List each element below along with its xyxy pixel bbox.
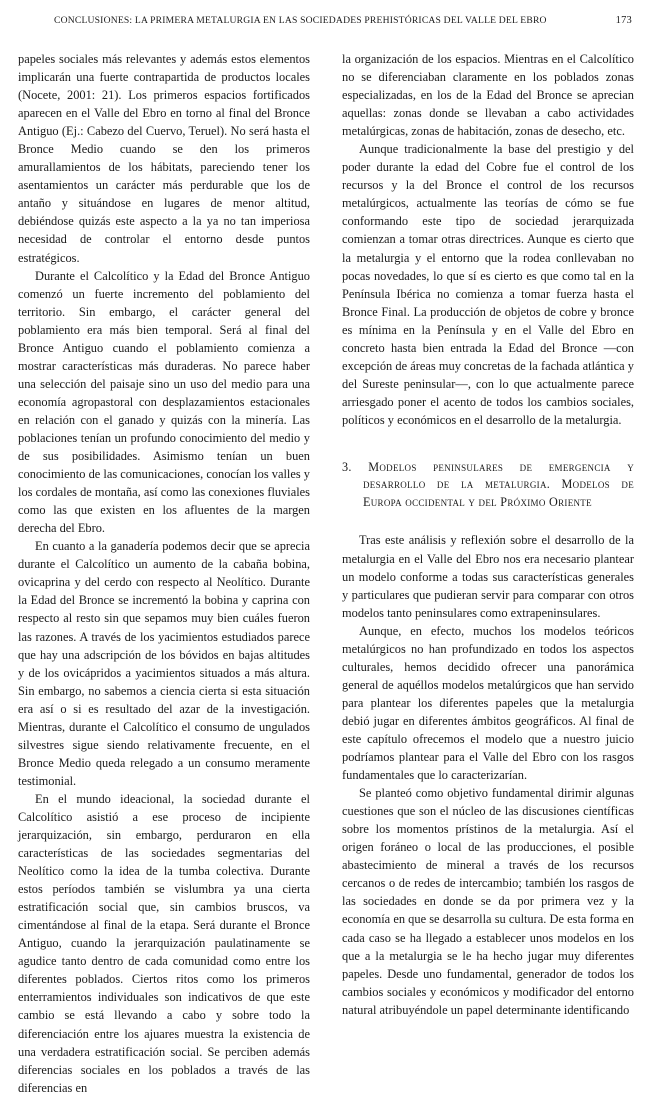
- paragraph: Aunque tradicionalmente la base del prestigio y del poder durante la edad del Cobre fue el control de los recursos y la del Bronce el control de los recursos metalúrgicos, actualmente las teorías de cómo se fue conformando este tipo de sociedad jerarquizada comienzan a tomar otras directrices. Aunque es cierto que la metalurgia y el entorno que la rodea conllevaban no pocas novedades, lo que sí es cierto es que como tal en la Península Ibérica no comienza a tomar fuerza hasta el Bronce Final. La producción de objetos de cobre y bronce es mínima en la Península y en el Valle del Ebro en concreto hasta bien entrada la Edad del Bronce —con excepción de áreas muy concretas de la fachada atlántica y del Sureste peninsular—, con lo que actualmente parece arriesgado poner el acento de todos los cambios sociales, políticos y económicos en el desarrollo de la metalurgia.: [342, 142, 634, 427]
- running-header: [40, 11, 632, 31]
- paragraph: En cuanto a la ganadería podemos decir que se aprecia durante el Calcolítico un aumento de la cabaña bobina, ovicaprina y del cerdo con respecto al Neolítico. Durante la Edad del Bronce se incrementó la bobina y caprina con respecto al resto sin que sepamos muy bien cuáles fueron las razones. A través de los yacimientos estudiados parece que hay una adscripción de los bóvidos en bajas altitudes y de los ovicápridos a yacimientos situados a más altura. Sin embargo, no sabemos a ciencia cierta si esta situación era así o si es resultado del azar de la investigación. Mientras, durante el Calcolítico el consumo de ungulados silvestres sigue siendo relativamente frecuente, en el Bronce Medio queda relegado a un consumo meramente testimonial.: [18, 539, 310, 788]
- paragraph: la organización de los espacios. Mientras en el Calcolítico no se diferenciaban claramente en los poblados zonas especializadas, en los de la Edad del Bronce se aprecian aquellas: zonas donde se llevaban a cabo actividades metalúrgicas, zonas de habitación, zonas de desecho, etc.: [342, 52, 634, 139]
- left-column: [18, 50, 310, 1097]
- page-number: 173: [615, 15, 632, 26]
- right-column: [342, 50, 634, 1019]
- section-heading: 3. Modelos peninsulares de emergencia y desarrollo de la metalurgia. Modelos de Europa occidental y del Próximo Oriente: [342, 459, 634, 509]
- paragraph: Durante el Calcolítico y la Edad del Bronce Antiguo comenzó un fuerte incremento del poblamiento del territorio. Sin embargo, el carácter general del poblamiento era más bien temporal. Será al final del Bronce Antiguo cuando el poblamiento comienza a mostrar características más duraderas. No parece haber una selección del paisaje sino un uso del medio para una economía agropastoral con desplazamientos estacionales en relación con el ganado y quizás con la minería. Las poblaciones tenían un profundo conocimiento del medio y de sus posibilidades. Asimismo tenían un buen conocimiento de las comunicaciones, conocían los valles y los cordales de montaña, así como las conexiones fluviales como las que existen en los afluentes de la margen derecha del Ebro.: [18, 268, 310, 536]
- paragraph: Se planteó como objetivo fundamental dirimir algunas cuestiones que son el núcleo de las discusiones científicas sobre los momentos prístinos de la metalurgia. Así el origen foráneo o local de las producciones, el posible abastecimiento de mineral a través de los recursos cercanos o de redes de intercambio; también los rasgos de las sociedades en donde se da por primera vez y la economía en que se desarrolla su cultura. De esta forma en cada caso se ha llegado a establecer unos modelos en los que a la metalurgia se le ha hecho jugar muy diferentes papeles. Desde uno fundamental, generador de todos los cambios sociales y económicos y modificador del entorno natural atribuyéndole un papel determinante identificando: [342, 786, 634, 1017]
- paragraph: Aunque, en efecto, muchos los modelos teóricos metalúrgicos no han profundizado en todos los aspectos culturales, hemos decidido ofrecer una panorámica general de aquéllos modelos metalúrgicos que han servido para plantear los diferentes papeles que la metalurgia debió jugar en diferentes ámbitos geográficos. Al final de este capítulo ofrecemos el modelo que a nuestro juicio podríamos plantear para el Valle del Ebro con los rasgos fundamentales que lo caracterizarían.: [342, 623, 634, 783]
- paragraph: Tras este análisis y reflexión sobre el desarrollo de la metalurgia en el Valle del Ebro nos era necesario plantear un modelo conforme a todas sus características generales y particulares que pudieran servir para comparar con otros modelos tanto peninsulares como extrapeninsulares.: [342, 533, 634, 620]
- running-title: CONCLUSIONES: LA PRIMERA METALURGIA EN LAS SOCIEDADES PREHISTÓRICAS DEL VALLE DEL EBRO: [54, 15, 547, 26]
- paragraph: papeles sociales más relevantes y además estos elementos implicarán una fuerte contrapartida de productos locales (Nocete, 2001: 21). Los primeros espacios fortificados aparecen en el Valle del Ebro en torno al final del Bronce Antiguo (Ej.: Cabezo del Cuervo, Teruel). No será hasta el Bronce Medio cuando se den los primeros amurallamientos de los hábitats, pareciendo tener los asentamientos un carácter más perdurable que los de antaño y situándose en lugares de menor altitud, debiéndose quizás este aspecto a la ya no tan imperiosa necesidad de controlar el entorno desde puntos estratégicos.: [18, 52, 310, 265]
- paragraph: En el mundo ideacional, la sociedad durante el Calcolítico asistió a ese proceso de incipiente jerarquización, sin embargo, perduraron en ella características de las sociedades segmentarias del Neolítico como la idea de la tumba colectiva. Durante estos períodos también se vislumbra ya una cierta estratificación social que, sin cambios bruscos, va cimentándose al final de la etapa. Será durante el Bronce Antiguo, cuando la jerarquización paulatinamente se agudice tanto dentro de cada comunidad como entre los diferentes poblados. Ciertos ritos como los primeros enterramientos individuales son indicativos de que este cambio se está llevando a cabo y sobre todo la diferenciación entre los ajuares muestra la existencia de una verdadera estratificación social. Se perciben además diferencias sociales en los poblados a través de las diferencias en: [18, 791, 310, 1095]
